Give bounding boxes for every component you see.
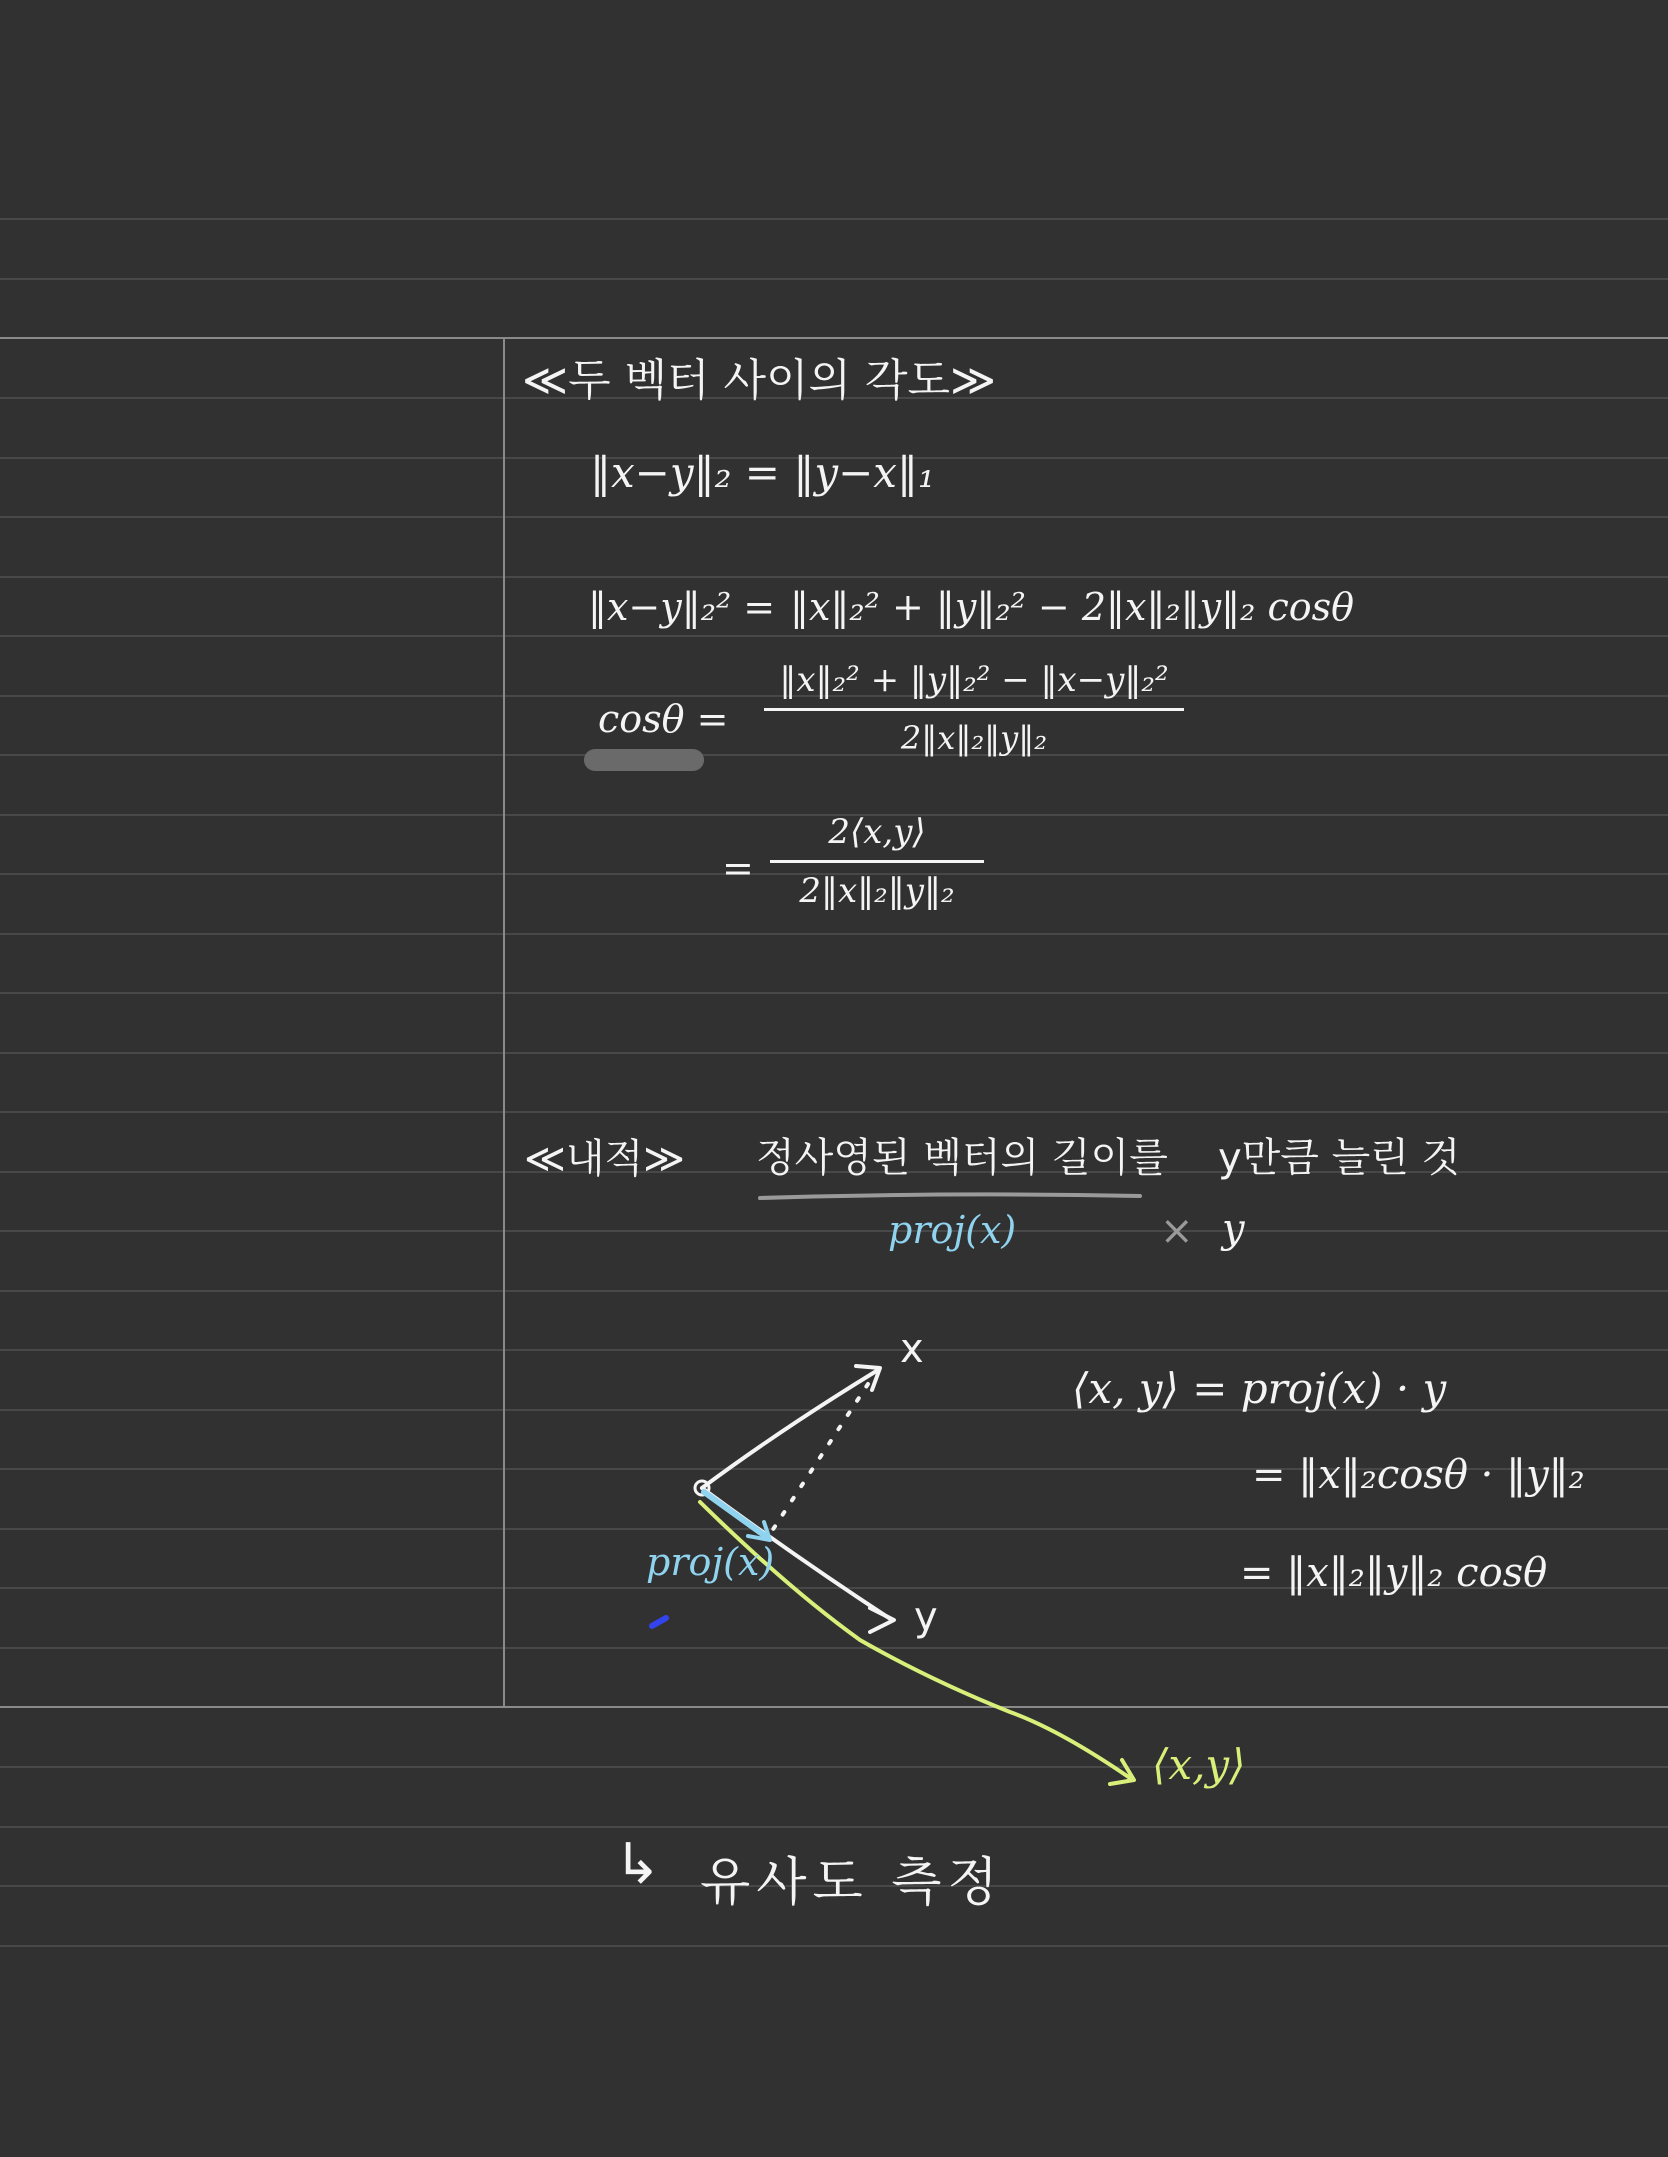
equation-law-of-cosines-rhs: ‖x‖₂² + ‖y‖₂² − 2‖x‖₂‖y‖₂ cosθ	[790, 585, 1354, 629]
equation-norm-symmetry: ‖x−y‖₂ = ‖y−x‖₁	[590, 448, 935, 497]
times-sign: ×	[1160, 1208, 1194, 1254]
diagram-y-label: y	[914, 1594, 938, 1640]
highlight-marker	[584, 749, 704, 771]
section-title-inner-product: ≪내적≫	[524, 1136, 686, 1182]
diagram-proj-label: proj(x)	[646, 1540, 775, 1584]
fraction-inner-product	[770, 812, 984, 911]
equals-sign: =	[722, 846, 754, 890]
proj-x-label: proj(x)	[888, 1208, 1017, 1252]
cos-theta-label: cosθ =	[598, 697, 729, 741]
y-label: y	[1222, 1206, 1245, 1252]
diagram-x-label: x	[900, 1326, 924, 1372]
fraction-numerator: 2⟨x,y⟩	[828, 812, 926, 852]
section-title-angle: ≪두 벡터 사이의 각도≫	[522, 355, 997, 406]
fraction-denominator: 2‖x‖₂‖y‖₂	[799, 871, 955, 911]
inner-product-description-underlined: 정사영된 벡터의 길이를	[756, 1135, 1168, 1181]
conclusion-arrow: ↳	[614, 1832, 661, 1897]
fraction-denominator: 2‖x‖₂‖y‖₂	[900, 719, 1048, 757]
inner-product-eq-line3: = ‖x‖₂‖y‖₂ cosθ	[1240, 1550, 1548, 1596]
inner-product-eq-line1: ⟨x, y⟩ = proj(x) · y	[1072, 1364, 1447, 1413]
inner-product-eq-line2: = ‖x‖₂cosθ · ‖y‖₂	[1252, 1452, 1585, 1498]
fraction-numerator: ‖x‖₂² + ‖y‖₂² − ‖x−y‖₂²	[779, 660, 1169, 700]
inner-product-description-rest: y만큼 늘린 것	[1218, 1135, 1461, 1181]
fraction-cos-theta	[764, 660, 1184, 757]
fraction-bar	[764, 708, 1184, 711]
equation-law-of-cosines-lhs: ‖x−y‖₂² =	[588, 585, 776, 629]
diagram-inner-product-label: ⟨x,y⟩	[1152, 1740, 1246, 1789]
conclusion-text: 유사도 측정	[700, 1853, 1004, 1913]
fraction-bar	[770, 860, 984, 863]
